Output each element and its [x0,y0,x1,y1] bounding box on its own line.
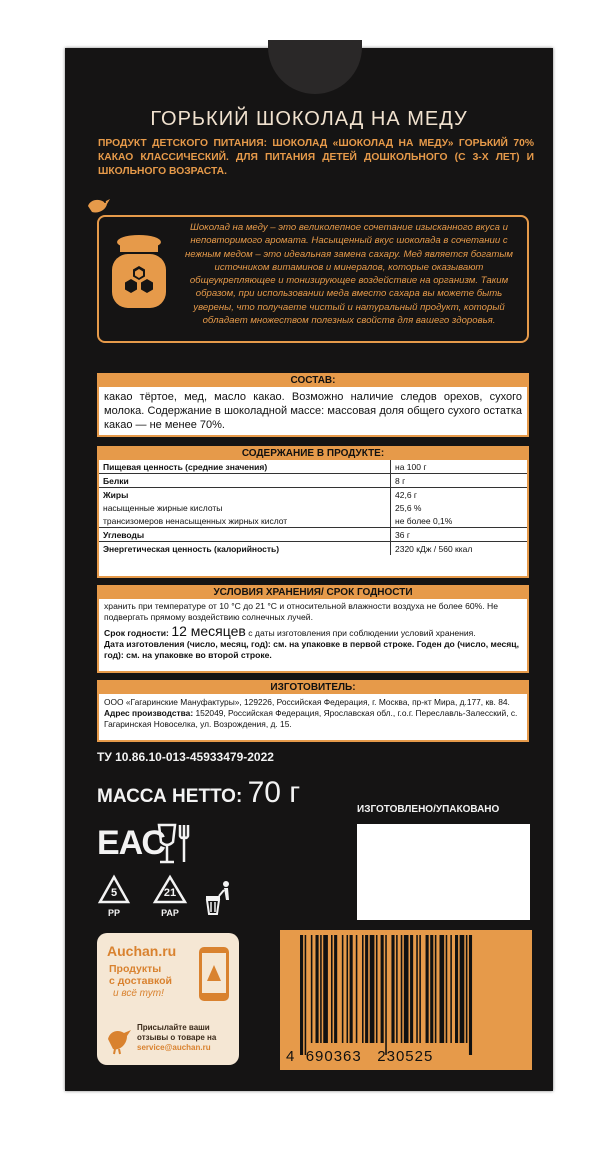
nutrient-name: Жиры [103,489,129,500]
barcode-bar [435,935,437,1043]
composition-text: какао тёртое, мед, масло какао. Возможно наличие следов орехов, сухого молока. Содержание в шоколадной массе: массовая доля общего сухого остатка какао — не менее 70%. [104,391,522,431]
nutrient-value: на 100 г [391,460,528,474]
date-print-area [357,824,530,920]
barcode-bar [347,935,349,1043]
address-label: Адрес производства: [104,708,194,718]
barcode-number [286,1048,526,1065]
trash-bin-icon [204,880,234,916]
auchan-review: Присылайте ваши отзывы о товаре на [137,1023,217,1042]
barcode-bar [362,935,364,1043]
auchan-line1: Продукты [109,963,162,975]
recycle-label: PAP [161,908,179,918]
nutrient-name: Углеводы [99,528,391,542]
auchan-email: service@auchan.ru [137,1043,211,1052]
honey-description: Шоколад на меду – это великолепное сочетание изысканного вкуса и неповторимого аромата. Насыщенный вкус шоколада в сочетании с нежным медом – это идеальная замена сахару. Мед является богатым источником витаминов и минералов, которые оказывают общеукрепляющее и тонизирующее воздействие на организм. Таким образом, при использовании меда вместо сахара вы можете быть уверены, что получаете чистый и натуральный продукт, который обладает множеством полезных свойств для вашего здоровья. [184,222,514,327]
barcode-digits-3: 230525 [377,1048,434,1065]
shelf-label: Срок годности: [104,628,169,638]
barcode-bar [469,935,472,1055]
barcode-bar [320,935,322,1043]
barcode-bar [300,935,303,1055]
table-row [99,528,527,542]
recycle-pp-mark [97,874,131,918]
shelf-rest: с даты изготовления при соблюдении условий хранения. [248,628,476,638]
nutrition-box [97,446,529,578]
manufacturer-box [97,680,529,742]
nutrient-value: не более 0,1% [391,514,528,528]
shelf-life [104,623,522,639]
product-subtitle: ПРОДУКТ ДЕТСКОГО ПИТАНИЯ: ШОКОЛАД «ШОКОЛАД НА МЕДУ» ГОРЬКИЙ 70% КАКАО КЛАССИЧЕСКИЙ. ДЛЯ ПИТАНИЯ ДЕТЕЙ ДОШКОЛЬНОГО (С 3-Х ЛЕТ) И ШКОЛЬНОГО ВОЗРАСТА. [98,138,534,177]
barcode-bar [419,935,421,1043]
table-row [99,501,527,514]
barcode-bar [385,935,387,1055]
barcode-bar [334,935,337,1043]
barcode-bar [460,935,465,1043]
production-dates: Дата изготовления (число, месяц, год): см. на упаковке в первой строке. Годен до (число, месяц, год): см. на упаковке во второй строке. [104,639,519,660]
auchan-brand: Auchan.ru [107,943,177,959]
nutrient-value: 42,6 г [391,488,528,502]
auchan-line2: с доставкой [109,975,172,987]
shelf-value: 12 месяцев [171,623,246,639]
table-row [99,542,527,556]
recycle-code: 5 [110,887,118,899]
barcode-bar [331,935,333,1043]
honey-jar-icon [108,232,170,312]
nutrient-name: Белки [99,474,391,488]
net-weight-value: 70 г [247,776,301,809]
barcode-bar [356,935,358,1043]
auchan-promo [97,933,239,1065]
barcode-bar [370,935,375,1043]
barcode-bar [450,935,452,1043]
barcode-bar [466,935,468,1043]
address-text: 152049, Российская Федерация, Ярославская обл., г.о.г. Переславль-Залесский, с. Гагаринская Новоселка, ул. Возрождения, д. 15. [104,708,518,729]
barcode-bar [316,935,319,1043]
table-row [99,488,527,502]
tu-code: ТУ 10.86.10-013-45933479-2022 [97,750,274,764]
barcode-bar [430,935,433,1043]
nutrient-name: Пищевая ценность (средние значения) [99,460,391,474]
storage-text [99,599,527,663]
phone-icon [197,945,231,1003]
barcode-bar [396,935,398,1043]
nutrient-value: 25,6 % [391,501,528,514]
barcode-bar [305,935,307,1055]
nutrient-name: трансизомеров ненасыщенных жирных кислот [99,514,391,528]
composition-box [97,373,529,437]
barcode-bar [404,935,409,1043]
bird-icon [84,192,114,216]
barcode-bar [365,935,368,1043]
table-row [99,474,527,488]
manufacturer-heading: ИЗГОТОВИТЕЛЬ: [99,682,527,694]
storage-conditions: хранить при температуре от 10 °С до 21 °С и относительной влажности воздуха не более 60%. Не подвергать прямому воздействию солнечных лучей. [104,601,499,622]
barcode-bar [323,935,328,1043]
bird-icon [105,1021,135,1055]
recycle-label: PP [107,908,120,918]
storage-box [97,585,529,673]
barcode [300,935,526,1055]
auchan-slogan: и всё тут! [113,988,164,999]
net-weight [97,776,300,810]
nutrient-value: 8 г [391,474,528,488]
manufacturer-line: ООО «Гагаринские Мануфактуры», 129226, Российская Федерация, г. Москва, пр-кт Мира, д.177, кв. 84. [104,697,510,707]
barcode-bar [440,935,445,1043]
made-packed-label: ИЗГОТОВЛЕНО/УПАКОВАНО [357,804,500,815]
barcode-digits-2: 690363 [305,1048,362,1065]
barcode-bar [350,935,353,1043]
barcode-bar [446,935,448,1043]
net-weight-label: МАССА НЕТТО: [97,786,243,807]
nutrition-heading: СОДЕРЖАНИЕ В ПРОДУКТЕ: [99,448,527,460]
nutrient-name: насыщенные жирные кислоты [103,502,223,513]
barcode-bar [381,935,384,1043]
barcode-bar [455,935,458,1043]
composition-heading: СОСТАВ: [99,375,527,387]
barcode-bar [410,935,413,1043]
manufacturer-text [99,694,527,733]
auchan-review-text [137,1023,235,1053]
nutrient-value: 36 г [391,528,528,542]
barcode-bar [311,935,313,1043]
eac-mark: ЕАС [97,824,165,862]
table-row [99,460,527,474]
product-title: ГОРЬКИЙ ШОКОЛАД НА МЕДУ [150,108,468,130]
storage-heading: УСЛОВИЯ ХРАНЕНИЯ/ СРОК ГОДНОСТИ [99,587,527,599]
barcode-bar [391,935,394,1043]
barcode-bar [426,935,429,1043]
barcode-bar [376,935,378,1043]
recycle-code: 21 [163,887,177,899]
nutrient-value: 2320 кДж / 560 ккал [391,542,528,556]
food-contact-icon [156,822,194,866]
recycle-pap-mark [152,874,188,918]
barcode-digit-1: 4 [286,1048,296,1065]
nutrient-name: Энергетическая ценность (калорийность) [103,543,280,554]
nutrition-table [99,460,527,555]
barcode-bar [342,935,344,1043]
barcode-bar [416,935,418,1043]
barcode-bar [401,935,403,1043]
table-row [99,514,527,528]
